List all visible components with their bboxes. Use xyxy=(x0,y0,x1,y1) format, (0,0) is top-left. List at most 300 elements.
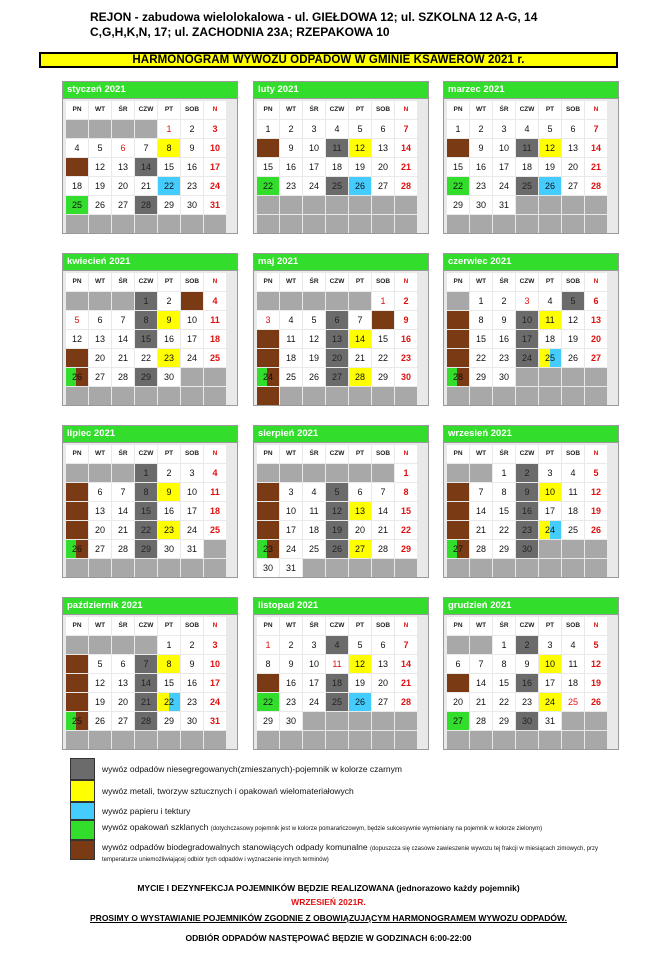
day-cell: 30 xyxy=(158,368,180,386)
day-cell: 31 xyxy=(181,540,203,558)
day-cell: 15 xyxy=(135,330,157,348)
weekday-header: N xyxy=(204,101,226,119)
empty-cell xyxy=(395,712,417,730)
day-cell: 11 xyxy=(66,674,88,692)
weekday-header: PT xyxy=(158,617,180,635)
weekday-header: WT xyxy=(280,273,302,291)
day-cell: 6 xyxy=(326,311,348,329)
day-cell: 10 xyxy=(539,483,561,501)
day-cell: 6 xyxy=(112,139,134,157)
day-cell: 28 xyxy=(585,177,607,195)
day-cell: 18 xyxy=(66,693,88,711)
day-cell: 25 xyxy=(326,177,348,195)
day-cell: 27 xyxy=(585,349,607,367)
weekday-header: WT xyxy=(280,101,302,119)
day-cell: 18 xyxy=(516,158,538,176)
day-cell: 27 xyxy=(447,540,469,558)
day-cell: 14 xyxy=(585,139,607,157)
day-cell: 30 xyxy=(516,712,538,730)
day-cell: 2 xyxy=(181,120,203,138)
empty-cell xyxy=(280,387,302,405)
day-cell: 7 xyxy=(135,655,157,673)
month-title: czerwiec 2021 xyxy=(444,254,618,271)
empty-cell xyxy=(493,215,515,233)
day-cell: 21 xyxy=(470,521,492,539)
day-cell: 3 xyxy=(181,464,203,482)
day-cell: 23 xyxy=(181,177,203,195)
day-cell: 9 xyxy=(493,311,515,329)
day-cell: 8 xyxy=(395,483,417,501)
day-cell: 11 xyxy=(562,483,584,501)
day-cell: 3 xyxy=(516,292,538,310)
weekday-header: SOB xyxy=(372,617,394,635)
month-calendar xyxy=(443,425,619,578)
empty-cell xyxy=(447,215,469,233)
day-cell: 14 xyxy=(395,139,417,157)
empty-cell xyxy=(585,712,607,730)
day-cell: 17 xyxy=(181,330,203,348)
day-cell: 29 xyxy=(158,196,180,214)
day-cell: 16 xyxy=(395,330,417,348)
day-cell: 11 xyxy=(280,330,302,348)
day-cell: 15 xyxy=(447,158,469,176)
month-title: styczeń 2021 xyxy=(63,82,237,99)
day-cell: 12 xyxy=(303,330,325,348)
day-cell: 12 xyxy=(349,655,371,673)
day-cell: 20 xyxy=(562,158,584,176)
weekday-header: PT xyxy=(349,445,371,463)
empty-cell xyxy=(89,292,111,310)
empty-cell xyxy=(66,292,88,310)
empty-cell xyxy=(204,368,226,386)
empty-cell xyxy=(66,120,88,138)
empty-cell xyxy=(447,559,469,577)
month-calendar xyxy=(443,597,619,750)
day-cell: 21 xyxy=(349,349,371,367)
day-cell: 9 xyxy=(257,502,279,520)
empty-cell xyxy=(539,215,561,233)
month-days-grid xyxy=(63,615,237,749)
day-cell: 11 xyxy=(516,139,538,157)
empty-cell xyxy=(372,196,394,214)
day-cell: 1 xyxy=(158,636,180,654)
month-calendar xyxy=(253,81,429,234)
day-cell: 9 xyxy=(181,139,203,157)
day-cell: 26 xyxy=(89,196,111,214)
day-cell: 8 xyxy=(135,311,157,329)
day-cell: 5 xyxy=(585,636,607,654)
day-cell: 2 xyxy=(493,292,515,310)
day-cell: 21 xyxy=(585,158,607,176)
day-cell: 26 xyxy=(562,349,584,367)
day-cell: 30 xyxy=(516,540,538,558)
month-days-grid xyxy=(63,99,237,233)
empty-cell xyxy=(89,559,111,577)
weekday-header: WT xyxy=(89,101,111,119)
day-cell: 26 xyxy=(539,177,561,195)
weekday-header: PT xyxy=(349,617,371,635)
day-cell: 25 xyxy=(562,693,584,711)
day-cell: 16 xyxy=(516,674,538,692)
day-cell: 19 xyxy=(303,349,325,367)
day-cell: 24 xyxy=(181,349,203,367)
day-cell: 29 xyxy=(470,368,492,386)
empty-cell xyxy=(158,387,180,405)
day-cell: 12 xyxy=(89,674,111,692)
day-cell: 1 xyxy=(493,636,515,654)
empty-cell xyxy=(112,464,134,482)
day-cell: 28 xyxy=(395,693,417,711)
day-cell: 18 xyxy=(562,502,584,520)
empty-cell xyxy=(470,387,492,405)
day-cell: 22 xyxy=(372,349,394,367)
day-cell: 10 xyxy=(303,655,325,673)
weekday-header: PT xyxy=(539,273,561,291)
day-cell: 19 xyxy=(585,674,607,692)
empty-cell xyxy=(135,636,157,654)
day-cell: 7 xyxy=(470,483,492,501)
weekday-header: N xyxy=(395,101,417,119)
weekday-header: SOB xyxy=(562,617,584,635)
month-title: listopad 2021 xyxy=(254,598,428,615)
day-cell: 13 xyxy=(447,674,469,692)
day-cell: 28 xyxy=(470,712,492,730)
day-cell: 15 xyxy=(372,330,394,348)
day-cell: 11 xyxy=(204,483,226,501)
day-cell: 12 xyxy=(326,502,348,520)
empty-cell xyxy=(280,731,302,749)
day-cell: 14 xyxy=(135,158,157,176)
day-cell: 20 xyxy=(326,349,348,367)
day-cell: 3 xyxy=(204,636,226,654)
month-days-grid xyxy=(254,443,428,577)
empty-cell xyxy=(66,464,88,482)
weekday-header: PT xyxy=(349,101,371,119)
footer-cleaning-date: WRZESIEŃ 2021R. xyxy=(291,897,366,907)
day-cell: 16 xyxy=(516,502,538,520)
day-cell: 4 xyxy=(204,292,226,310)
day-cell: 24 xyxy=(303,177,325,195)
day-cell: 27 xyxy=(326,368,348,386)
day-cell: 26 xyxy=(585,693,607,711)
day-cell: 15 xyxy=(257,158,279,176)
day-cell: 2 xyxy=(516,464,538,482)
month-days-grid xyxy=(444,443,618,577)
day-cell: 26 xyxy=(66,540,88,558)
day-cell: 22 xyxy=(447,177,469,195)
empty-cell xyxy=(470,731,492,749)
empty-cell xyxy=(516,387,538,405)
month-calendar xyxy=(253,425,429,578)
day-cell: 30 xyxy=(470,196,492,214)
day-cell: 29 xyxy=(493,540,515,558)
empty-cell xyxy=(372,464,394,482)
weekday-header: PN xyxy=(66,617,88,635)
empty-cell xyxy=(372,215,394,233)
day-cell: 6 xyxy=(372,636,394,654)
day-cell: 10 xyxy=(516,311,538,329)
day-cell: 26 xyxy=(349,177,371,195)
day-cell: 6 xyxy=(372,120,394,138)
day-cell: 27 xyxy=(372,177,394,195)
day-cell: 4 xyxy=(326,636,348,654)
weekday-header: ŚR xyxy=(303,445,325,463)
day-cell: 10 xyxy=(303,139,325,157)
day-cell: 29 xyxy=(135,368,157,386)
day-cell: 1 xyxy=(447,120,469,138)
empty-cell xyxy=(112,387,134,405)
empty-cell xyxy=(326,387,348,405)
month-calendar xyxy=(443,253,619,406)
day-cell: 20 xyxy=(112,693,134,711)
weekday-header: ŚR xyxy=(493,101,515,119)
day-cell: 14 xyxy=(470,674,492,692)
weekday-header: CZW xyxy=(326,445,348,463)
weekday-header: WT xyxy=(470,101,492,119)
day-cell: 21 xyxy=(470,693,492,711)
day-cell: 8 xyxy=(257,139,279,157)
legend-swatch-black xyxy=(70,758,95,780)
day-cell: 4 xyxy=(326,120,348,138)
day-cell: 10 xyxy=(181,311,203,329)
weekday-header: CZW xyxy=(135,101,157,119)
weekday-header: WT xyxy=(89,445,111,463)
empty-cell xyxy=(539,540,561,558)
day-cell: 31 xyxy=(257,387,279,405)
day-cell: 5 xyxy=(562,292,584,310)
day-cell: 31 xyxy=(493,196,515,214)
empty-cell xyxy=(326,559,348,577)
empty-cell xyxy=(585,215,607,233)
day-cell: 19 xyxy=(585,502,607,520)
day-cell: 1 xyxy=(257,120,279,138)
day-cell: 1 xyxy=(493,464,515,482)
day-cell: 3 xyxy=(204,120,226,138)
legend-note: (dotychczasowy pojemnik jest w kolorze pomarańczowym, będzie sukcesywnie wymieniany na pojemnik w kolorze zielonym) xyxy=(210,826,543,832)
day-cell: 14 xyxy=(112,502,134,520)
legend-swatch-blue xyxy=(70,802,95,820)
month-calendar xyxy=(253,253,429,406)
day-cell: 27 xyxy=(112,196,134,214)
empty-cell xyxy=(447,292,469,310)
month-calendar xyxy=(62,81,238,234)
day-cell: 13 xyxy=(447,502,469,520)
weekday-header: PN xyxy=(257,445,279,463)
legend-item-mixed xyxy=(70,758,622,780)
day-cell: 20 xyxy=(447,693,469,711)
day-cell: 17 xyxy=(493,158,515,176)
empty-cell xyxy=(181,559,203,577)
legend-text: wywóz opakowań szklanych xyxy=(102,822,209,832)
day-cell: 13 xyxy=(372,139,394,157)
day-cell: 11 xyxy=(303,502,325,520)
day-cell: 23 xyxy=(280,693,302,711)
day-cell: 18 xyxy=(66,177,88,195)
header xyxy=(90,10,630,40)
day-cell: 13 xyxy=(89,330,111,348)
day-cell: 8 xyxy=(158,655,180,673)
day-cell: 13 xyxy=(326,330,348,348)
weekday-header: N xyxy=(204,617,226,635)
day-cell: 24 xyxy=(204,177,226,195)
day-cell: 21 xyxy=(112,521,134,539)
day-cell: 8 xyxy=(493,483,515,501)
day-cell: 28 xyxy=(112,368,134,386)
day-cell: 27 xyxy=(562,177,584,195)
day-cell: 12 xyxy=(89,158,111,176)
weekday-header: N xyxy=(585,445,607,463)
day-cell: 15 xyxy=(158,674,180,692)
weekday-header: N xyxy=(395,445,417,463)
day-cell: 16 xyxy=(280,674,302,692)
day-cell: 14 xyxy=(447,330,469,348)
day-cell: 21 xyxy=(372,521,394,539)
day-cell: 17 xyxy=(539,502,561,520)
weekday-header: CZW xyxy=(135,273,157,291)
day-cell: 22 xyxy=(470,349,492,367)
day-cell: 28 xyxy=(112,540,134,558)
empty-cell xyxy=(303,731,325,749)
day-cell: 6 xyxy=(562,120,584,138)
footer-cleaning-note: MYCIE I DEZYNFEKCJA POJEMNIKÓW BĘDZIE REALIZOWANA (jednorazowo każdy pojemnik) xyxy=(137,883,520,893)
empty-cell xyxy=(349,731,371,749)
day-cell: 27 xyxy=(89,540,111,558)
day-cell: 17 xyxy=(303,674,325,692)
day-cell: 12 xyxy=(349,139,371,157)
weekday-header: PN xyxy=(66,273,88,291)
empty-cell xyxy=(395,215,417,233)
day-cell: 22 xyxy=(158,693,180,711)
empty-cell xyxy=(204,215,226,233)
day-cell: 3 xyxy=(181,292,203,310)
empty-cell xyxy=(470,636,492,654)
day-cell: 13 xyxy=(585,311,607,329)
day-cell: 7 xyxy=(585,120,607,138)
day-cell: 8 xyxy=(372,311,394,329)
weekday-header: PT xyxy=(158,445,180,463)
day-cell: 8 xyxy=(135,483,157,501)
day-cell: 18 xyxy=(562,674,584,692)
month-calendar xyxy=(62,253,238,406)
empty-cell xyxy=(447,464,469,482)
empty-cell xyxy=(493,559,515,577)
day-cell: 12 xyxy=(585,483,607,501)
day-cell: 25 xyxy=(280,368,302,386)
empty-cell xyxy=(349,292,371,310)
empty-cell xyxy=(280,215,302,233)
month-days-grid xyxy=(254,615,428,749)
empty-cell xyxy=(181,368,203,386)
empty-cell xyxy=(135,215,157,233)
day-cell: 2 xyxy=(181,636,203,654)
day-cell: 18 xyxy=(204,502,226,520)
day-cell: 5 xyxy=(539,120,561,138)
month-title: kwiecień 2021 xyxy=(63,254,237,271)
legend-text: wywóz metali, tworzyw sztucznych i opakowań wielomateriałowych xyxy=(102,786,354,796)
weekday-header: CZW xyxy=(326,617,348,635)
empty-cell xyxy=(562,196,584,214)
weekday-header: PT xyxy=(539,445,561,463)
empty-cell xyxy=(326,712,348,730)
day-cell: 24 xyxy=(493,177,515,195)
day-cell: 9 xyxy=(158,483,180,501)
day-cell: 13 xyxy=(112,674,134,692)
empty-cell xyxy=(562,387,584,405)
legend-text: wywóz odpadów niesegregowanych(zmieszanych)-pojemnik w kolorze czarnym xyxy=(102,764,402,774)
day-cell: 21 xyxy=(135,177,157,195)
empty-cell xyxy=(112,120,134,138)
weekday-header: PN xyxy=(66,101,88,119)
legend-swatch-yellow xyxy=(70,780,95,802)
day-cell: 27 xyxy=(349,540,371,558)
month-title: sierpień 2021 xyxy=(254,426,428,443)
empty-cell xyxy=(89,387,111,405)
day-cell: 25 xyxy=(66,196,88,214)
empty-cell xyxy=(204,540,226,558)
weekday-header: N xyxy=(585,101,607,119)
empty-cell xyxy=(447,731,469,749)
day-cell: 4 xyxy=(280,311,302,329)
weekday-header: SOB xyxy=(181,445,203,463)
day-cell: 2 xyxy=(280,636,302,654)
weekday-header: PN xyxy=(447,445,469,463)
day-cell: 21 xyxy=(447,349,469,367)
weekday-header: ŚR xyxy=(303,273,325,291)
day-cell: 7 xyxy=(395,636,417,654)
page-title: HARMONOGRAM WYWOZU ODPADÓW W GMINIE KSAWERÓW 2021 r. xyxy=(39,52,618,68)
day-cell: 18 xyxy=(326,674,348,692)
empty-cell xyxy=(204,559,226,577)
weekday-header: WT xyxy=(470,445,492,463)
day-cell: 31 xyxy=(204,196,226,214)
day-cell: 26 xyxy=(303,368,325,386)
day-cell: 27 xyxy=(112,712,134,730)
day-cell: 29 xyxy=(395,540,417,558)
day-cell: 31 xyxy=(204,712,226,730)
empty-cell xyxy=(204,731,226,749)
empty-cell xyxy=(89,464,111,482)
weekday-header: SOB xyxy=(372,445,394,463)
day-cell: 7 xyxy=(447,311,469,329)
day-cell: 19 xyxy=(539,158,561,176)
day-cell: 11 xyxy=(562,655,584,673)
day-cell: 29 xyxy=(135,540,157,558)
day-cell: 24 xyxy=(204,693,226,711)
day-cell: 10 xyxy=(539,655,561,673)
day-cell: 4 xyxy=(303,483,325,501)
day-cell: 12 xyxy=(66,502,88,520)
weekday-header: N xyxy=(585,273,607,291)
empty-cell xyxy=(585,731,607,749)
day-cell: 17 xyxy=(181,502,203,520)
empty-cell xyxy=(493,387,515,405)
day-cell: 23 xyxy=(158,349,180,367)
day-cell: 16 xyxy=(181,674,203,692)
day-cell: 9 xyxy=(470,139,492,157)
legend-text: wywóz papieru i tektury xyxy=(102,806,191,816)
empty-cell xyxy=(585,559,607,577)
weekday-header: CZW xyxy=(516,617,538,635)
day-cell: 3 xyxy=(280,483,302,501)
empty-cell xyxy=(181,215,203,233)
day-cell: 28 xyxy=(135,196,157,214)
day-cell: 3 xyxy=(257,311,279,329)
day-cell: 20 xyxy=(89,521,111,539)
empty-cell xyxy=(372,731,394,749)
day-cell: 27 xyxy=(89,368,111,386)
legend-item-glass xyxy=(70,820,622,840)
day-cell: 8 xyxy=(470,311,492,329)
